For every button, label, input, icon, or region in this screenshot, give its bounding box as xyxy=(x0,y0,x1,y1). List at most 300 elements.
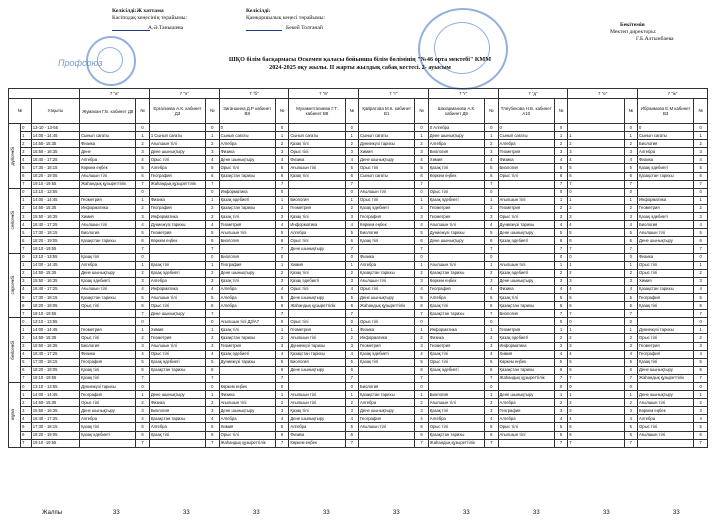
lesson-number: 6 xyxy=(694,366,708,374)
subject-cell: Орыс тілі xyxy=(80,334,136,342)
subject-cell: Химия xyxy=(289,261,345,269)
lesson-number: 5 xyxy=(21,164,32,172)
subject-cell: Дене шынықтыру xyxy=(359,407,415,415)
lesson-number: 2 xyxy=(624,140,637,148)
lesson-number: 0 xyxy=(345,383,358,391)
subject-cell: Алгебра xyxy=(80,415,136,423)
lesson-number: 0 xyxy=(206,253,219,261)
teacher-header: Жұмахан Г.Б. кабинет Д8 xyxy=(80,99,136,124)
subject-cell: Қазақ әдебиеті xyxy=(219,350,275,358)
lesson-number: 4 xyxy=(206,415,219,423)
subject-cell: Қазақ тілі xyxy=(219,326,275,334)
subject-cell xyxy=(498,439,554,447)
schedule-row xyxy=(9,358,708,366)
subject-cell xyxy=(80,439,136,447)
subject-cell xyxy=(498,383,554,391)
subject-cell: Ағылшын тілі xyxy=(428,261,484,269)
subject-cell: Қазақстан тарихы xyxy=(149,366,205,374)
lesson-number: 4 xyxy=(485,350,498,358)
lesson-number: 3 xyxy=(485,277,498,285)
lesson-number: 2 xyxy=(206,204,219,212)
teacher-header: Ибраимова Е.М кабинет В3 xyxy=(638,99,694,124)
subject-cell: Орыс тілі xyxy=(638,261,694,269)
subject-cell: Көркем еңбек xyxy=(80,164,136,172)
subject-cell: Физика xyxy=(80,350,136,358)
lesson-number: 2 xyxy=(275,204,288,212)
lesson-number: 2 xyxy=(485,204,498,212)
subject-cell: 7 xyxy=(568,245,624,253)
lesson-number: 2 xyxy=(415,269,428,277)
lesson-number: 7 xyxy=(345,310,358,318)
subject-cell: География xyxy=(219,261,275,269)
lesson-number: 6 xyxy=(206,431,219,439)
subject-cell: Ағылшын тілі xyxy=(149,140,205,148)
subject-cell: Орыс тілі xyxy=(498,423,554,431)
subject-cell: Дене шынықтыру xyxy=(428,237,484,245)
lesson-number: 3 xyxy=(345,407,358,415)
subject-cell: Дене шынықтыру xyxy=(498,229,554,237)
subject-cell: Сынып сағаты xyxy=(638,132,694,140)
lesson-number: 5 xyxy=(275,423,288,431)
lesson-number: 2 xyxy=(554,399,567,407)
subject-cell: Ағылшын тілі xyxy=(80,285,136,293)
subject-cell: Қазақстан тарихы xyxy=(428,431,484,439)
lesson-number: 7 xyxy=(415,180,428,188)
lesson-time: 13:10 - 13:55 xyxy=(31,188,79,196)
lesson-number: 2 xyxy=(415,399,428,407)
subject-cell: Ағылшын тілі xyxy=(219,399,275,407)
lesson-number: 7 xyxy=(21,310,32,318)
subject-cell: Физика xyxy=(219,148,275,156)
lesson-number: 5 xyxy=(694,229,708,237)
lesson-number: 7 xyxy=(275,310,288,318)
schedule-row xyxy=(9,350,708,358)
lesson-number: 3 xyxy=(485,148,498,156)
lesson-number: 4 xyxy=(694,350,708,358)
subject-cell: Алгебра xyxy=(219,285,275,293)
lesson-number: 5 xyxy=(345,358,358,366)
schedule-row xyxy=(9,148,708,156)
document-header xyxy=(0,0,720,88)
lesson-number: 3 xyxy=(206,407,219,415)
lesson-time: 14:50- 15:35 xyxy=(31,269,79,277)
subject-cell: Орыс тілі xyxy=(638,269,694,277)
subject-cell: Қазақ тілі xyxy=(359,237,415,245)
subject-cell: География xyxy=(149,204,205,212)
subject-cell: Қазақ әдебиеті xyxy=(219,196,275,204)
schedule-row xyxy=(9,156,708,164)
lesson-number: 7 xyxy=(136,180,149,188)
lesson-number: 7 xyxy=(624,374,637,382)
lesson-number: 3 xyxy=(275,407,288,415)
lesson-number: 3 xyxy=(485,407,498,415)
subject-cell xyxy=(289,253,345,261)
lesson-number: 7 xyxy=(624,439,637,447)
subject-cell: Алгебра xyxy=(289,423,345,431)
schedule-table xyxy=(8,88,708,448)
lesson-number: 5 xyxy=(21,293,32,301)
subject-cell: Қазақ әдебиеті xyxy=(428,196,484,204)
lesson-number: 5 xyxy=(415,423,428,431)
lesson-number: 0 xyxy=(624,318,637,326)
subject-cell: Дүниежүзі тарихы xyxy=(149,221,205,229)
class-header: 7 "ғ" xyxy=(428,89,498,99)
subject-cell: Қазақ тілі xyxy=(149,261,205,269)
mid-approval-role: Қамқоршылық кеңесі төрайымы: xyxy=(246,15,326,21)
lesson-number: 2 xyxy=(21,334,32,342)
lesson-number: 2 xyxy=(345,140,358,148)
lesson-time: 16:40 - 17:25 xyxy=(31,415,79,423)
schedule-row xyxy=(9,261,708,269)
day-name: жұма xyxy=(10,409,15,421)
lesson-number: 2 xyxy=(345,334,358,342)
teacher-header: Зиганшина Д.Р кабинет В8 xyxy=(219,99,275,124)
subject-cell xyxy=(80,245,136,253)
subject-cell: Орыс тілі xyxy=(359,164,415,172)
subject-cell: География xyxy=(80,391,136,399)
lesson-number: 6 xyxy=(345,431,358,439)
lesson-number: 1 xyxy=(624,132,637,140)
subject-cell: Дене шынықтыру xyxy=(289,293,345,301)
lesson-number: 7 xyxy=(485,439,498,447)
subject-cell: Геометрия xyxy=(149,229,205,237)
lesson-number: 5 xyxy=(694,358,708,366)
lesson-number: 2 xyxy=(415,204,428,212)
lesson-number: 0 xyxy=(136,124,149,132)
lesson-number: 2 xyxy=(21,140,32,148)
lesson-number: 6 xyxy=(275,237,288,245)
subject-cell: 3 xyxy=(568,277,624,285)
lesson-number: 7 xyxy=(21,439,32,447)
lesson-number: 7 xyxy=(206,180,219,188)
subject-cell: Дене шынықтыру xyxy=(359,293,415,301)
lesson-number: 7 xyxy=(206,374,219,382)
subject-cell: Қазақ әдебиеті xyxy=(498,237,554,245)
lesson-number: 4 xyxy=(206,156,219,164)
subject-cell xyxy=(359,366,415,374)
lesson-number: 1 xyxy=(554,326,567,334)
subject-cell: Орыс тілі xyxy=(289,237,345,245)
lesson-number: 3 xyxy=(485,342,498,350)
subject-cell xyxy=(219,180,275,188)
lesson-number: 0 xyxy=(554,318,567,326)
lesson-number: 2 xyxy=(624,269,637,277)
subject-cell: Сынып сағаты xyxy=(359,172,415,180)
blank-header-cell xyxy=(9,89,80,99)
lesson-number: 2 xyxy=(206,269,219,277)
subject-cell: Информатика xyxy=(149,213,205,221)
subject-cell: Қазақ тілі xyxy=(80,366,136,374)
subject-cell: Дене шынықтыру xyxy=(149,391,205,399)
subject-cell xyxy=(428,253,484,261)
subject-cell: Қазақ тілі xyxy=(638,302,694,310)
lesson-number: 4 xyxy=(624,285,637,293)
lesson-number: 4 xyxy=(694,285,708,293)
lesson-number: 6 xyxy=(136,172,149,180)
lesson-number: 4 xyxy=(485,156,498,164)
lesson-time: 16:40 - 17:25 xyxy=(31,285,79,293)
lesson-number: 7 xyxy=(415,245,428,253)
left-signature-line xyxy=(112,30,150,31)
subject-cell: Қазақстан тарихы xyxy=(498,366,554,374)
subject-cell: Жаһандық құзыреттілік xyxy=(289,302,345,310)
lesson-number: 3 xyxy=(21,342,32,350)
lesson-number: 6 xyxy=(21,431,32,439)
subject-cell xyxy=(149,188,205,196)
subject-cell: Информатика xyxy=(80,204,136,212)
lesson-number: 3 xyxy=(694,213,708,221)
subject-cell xyxy=(219,366,275,374)
lesson-number: 7 xyxy=(415,439,428,447)
subject-cell xyxy=(149,374,205,382)
lesson-number: 5 xyxy=(21,423,32,431)
lesson-number: 6 xyxy=(21,302,32,310)
lesson-number: 1 xyxy=(21,391,32,399)
subject-cell: Орыс тілі xyxy=(498,213,554,221)
subject-cell xyxy=(149,245,205,253)
lesson-number: 1 xyxy=(624,196,637,204)
subject-cell xyxy=(428,383,484,391)
subject-cell: Жаһандық құзыреттілік xyxy=(149,180,205,188)
subject-cell: 1 xyxy=(568,196,624,204)
lesson-number: 0 xyxy=(206,124,219,132)
lesson-number: 6 xyxy=(624,237,637,245)
lesson-number: 3 xyxy=(624,342,637,350)
class-header: 7 "б" xyxy=(219,89,289,99)
lesson-number: 1 xyxy=(624,261,637,269)
lesson-number: 3 xyxy=(554,342,567,350)
subject-cell: География xyxy=(149,172,205,180)
lesson-time: 19:10 -19:55 xyxy=(31,374,79,382)
lesson-number: 3 xyxy=(554,213,567,221)
subject-cell: Физика xyxy=(289,156,345,164)
lesson-number: 4 xyxy=(136,415,149,423)
subject-cell xyxy=(149,124,205,132)
lesson-number: 0 xyxy=(485,383,498,391)
subject-cell: Ағылшын тілі xyxy=(219,229,275,237)
teacher-header: Тлеубекова Н.Б. кабинет А10 xyxy=(498,99,554,124)
subject-cell: Алгебра xyxy=(80,261,136,269)
lesson-number: 0 xyxy=(485,188,498,196)
subject-cell: Қазақ әдебиеті xyxy=(289,277,345,285)
subject-cell: Биология xyxy=(638,221,694,229)
subject-cell: Геометрия xyxy=(498,204,554,212)
lesson-number: 4 xyxy=(554,221,567,229)
schedule-row xyxy=(9,245,708,253)
subject-cell: Қазақ әдебиеті xyxy=(498,334,554,342)
lesson-number: 5 xyxy=(275,229,288,237)
lesson-number: 4 xyxy=(624,221,637,229)
subject-cell: Физика xyxy=(359,253,415,261)
subject-cell: Ағылшын тілі xyxy=(359,277,415,285)
no-subheader: № xyxy=(554,99,567,124)
lesson-number: 2 xyxy=(694,269,708,277)
subject-cell: Алгебра xyxy=(149,164,205,172)
lesson-number: 4 xyxy=(415,415,428,423)
subject-cell xyxy=(80,318,136,326)
lesson-number: 3 xyxy=(694,148,708,156)
lesson-number: 1 xyxy=(206,261,219,269)
lesson-time: 13-10 - 13-55 xyxy=(31,124,79,132)
lesson-number: 5 xyxy=(624,423,637,431)
subject-cell: Ағылшын тілі xyxy=(289,399,345,407)
subject-cell: Қазақстан тарихы xyxy=(80,237,136,245)
subject-cell: Қазақ тілі xyxy=(80,423,136,431)
lesson-number: 1 xyxy=(275,196,288,204)
subject-cell: Қазақ әдебиеті xyxy=(80,431,136,439)
lesson-number: 6 xyxy=(345,366,358,374)
lesson-number: 3 xyxy=(694,407,708,415)
subject-cell: Орыс тілі xyxy=(498,172,554,180)
subject-cell: Алгебра xyxy=(638,415,694,423)
subject-cell: Алгебра xyxy=(428,415,484,423)
subject-cell: Геометрия xyxy=(428,342,484,350)
subject-cell: Жаһандық құзыреттілік xyxy=(428,439,484,447)
lesson-number: 6 xyxy=(415,172,428,180)
lesson-number: 1 xyxy=(415,326,428,334)
subject-cell xyxy=(498,245,554,253)
lesson-number: 3 xyxy=(345,148,358,156)
subject-cell: 6 xyxy=(568,431,624,439)
schedule-row xyxy=(9,132,708,140)
class-total: 33 xyxy=(463,510,470,516)
lesson-number: 0 xyxy=(21,253,32,261)
subject-cell: Ағылшын тілі xyxy=(428,221,484,229)
subject-cell xyxy=(638,318,694,326)
lesson-number: 7 xyxy=(694,374,708,382)
lesson-time: 18:20 - 19:05 xyxy=(31,172,79,180)
lesson-number: 4 xyxy=(345,350,358,358)
lesson-number: 4 xyxy=(21,221,32,229)
subject-cell: Физика xyxy=(289,431,345,439)
lesson-number: 0 xyxy=(275,124,288,132)
lesson-time: 18:20 - 19:05 xyxy=(31,431,79,439)
lesson-number: 7 xyxy=(554,374,567,382)
lesson-number: 5 xyxy=(136,293,149,301)
lesson-time: 14:00 - 14:45 xyxy=(31,261,79,269)
subject-cell: Физика xyxy=(80,140,136,148)
schedule-row xyxy=(9,423,708,431)
subject-cell: Ағылшын тілі xyxy=(149,342,205,350)
subject-cell: Дүниежүзі тарихы xyxy=(289,342,345,350)
lesson-number: 6 xyxy=(554,431,567,439)
subject-cell: Қазақ тілі xyxy=(498,293,554,301)
lesson-number: 1 xyxy=(21,326,32,334)
lesson-number: 5 xyxy=(21,358,32,366)
lesson-number: 5 xyxy=(624,293,637,301)
subject-cell: 3 xyxy=(568,342,624,350)
subject-cell: Геометрия xyxy=(359,342,415,350)
lesson-number: 6 xyxy=(485,431,498,439)
day-label xyxy=(9,383,21,448)
lesson-number: 4 xyxy=(275,156,288,164)
lesson-number: 2 xyxy=(206,399,219,407)
lesson-number: 7 xyxy=(136,245,149,253)
lesson-number: 2 xyxy=(485,399,498,407)
lesson-number: 2 xyxy=(345,399,358,407)
schedule-row xyxy=(9,253,708,261)
lesson-number: 0 xyxy=(694,124,708,132)
subject-cell: Ағылшын тілі Д3/А7 xyxy=(219,318,275,326)
subject-cell: 6 xyxy=(568,302,624,310)
subject-cell: Қазақ тілі xyxy=(289,140,345,148)
lesson-number: 0 xyxy=(415,188,428,196)
day-label xyxy=(9,318,21,383)
subject-cell xyxy=(80,124,136,132)
lesson-number: 5 xyxy=(136,358,149,366)
left-approval-role: Кәсіподақ кеңесінің төрайымы: xyxy=(112,15,188,21)
schedule-row xyxy=(9,124,708,132)
lesson-number: 5 xyxy=(485,358,498,366)
subject-cell: Орыс тілі xyxy=(289,318,345,326)
lesson-number: 6 xyxy=(415,366,428,374)
lesson-number: 4 xyxy=(136,221,149,229)
class-total: 33 xyxy=(323,510,330,516)
right-approval-role: Мектеп директоры: xyxy=(610,29,657,35)
lesson-number: 2 xyxy=(554,140,567,148)
lesson-number: 0 xyxy=(485,253,498,261)
subject-cell: 0 xyxy=(568,253,624,261)
lesson-number: 6 xyxy=(136,237,149,245)
subject-cell: Биология xyxy=(359,229,415,237)
lesson-number: 4 xyxy=(206,221,219,229)
subject-cell: География xyxy=(638,293,694,301)
subject-cell: Геометрия xyxy=(219,221,275,229)
lesson-number: 1 xyxy=(624,326,637,334)
subject-cell: Алгебра xyxy=(498,140,554,148)
lesson-number: 2 xyxy=(694,204,708,212)
lesson-number: 5 xyxy=(485,229,498,237)
class-header: 7 "а" xyxy=(80,89,150,99)
lesson-number: 5 xyxy=(21,229,32,237)
lesson-number: 4 xyxy=(485,221,498,229)
schedule-row xyxy=(9,391,708,399)
lesson-number: 4 xyxy=(206,285,219,293)
day-name: бейсенбі xyxy=(10,340,15,360)
schedule-row xyxy=(9,431,708,439)
lesson-time: 14:50- 15:35 xyxy=(31,399,79,407)
lesson-number: 1 xyxy=(275,326,288,334)
subject-cell xyxy=(428,245,484,253)
teacher-header: Ерғалиева А.К. кабинет Д3 xyxy=(149,99,205,124)
subject-cell: Көркем еңбек xyxy=(149,237,205,245)
lesson-number: 7 xyxy=(554,439,567,447)
subject-cell xyxy=(638,310,694,318)
subject-cell xyxy=(359,245,415,253)
lesson-number: 3 xyxy=(415,277,428,285)
subject-cell xyxy=(498,180,554,188)
lesson-number: 0 xyxy=(485,124,498,132)
schedule-row xyxy=(9,415,708,423)
lesson-number: 1 xyxy=(694,261,708,269)
lesson-time: 17:30 - 18:15 xyxy=(31,293,79,301)
lesson-number: 0 xyxy=(415,253,428,261)
lesson-number: 7 xyxy=(206,439,219,447)
lesson-number: 3 xyxy=(206,148,219,156)
lesson-number: 7 xyxy=(485,245,498,253)
lesson-number: 5 xyxy=(485,293,498,301)
subject-cell: 0 xyxy=(568,383,624,391)
lesson-time: 18:20 - 19:05 xyxy=(31,237,79,245)
class-header: 7 "е" xyxy=(568,89,638,99)
lesson-number: 7 xyxy=(624,180,637,188)
lesson-number: 6 xyxy=(624,366,637,374)
teacher-header: Қайратова М.К. кабинет В1 xyxy=(359,99,415,124)
schedule-row xyxy=(9,439,708,447)
lesson-number: 7 xyxy=(136,310,149,318)
lesson-number: 0 xyxy=(345,188,358,196)
teacher-header: Мухаметгалиева Г.Т. кабинет В8 xyxy=(289,99,345,124)
